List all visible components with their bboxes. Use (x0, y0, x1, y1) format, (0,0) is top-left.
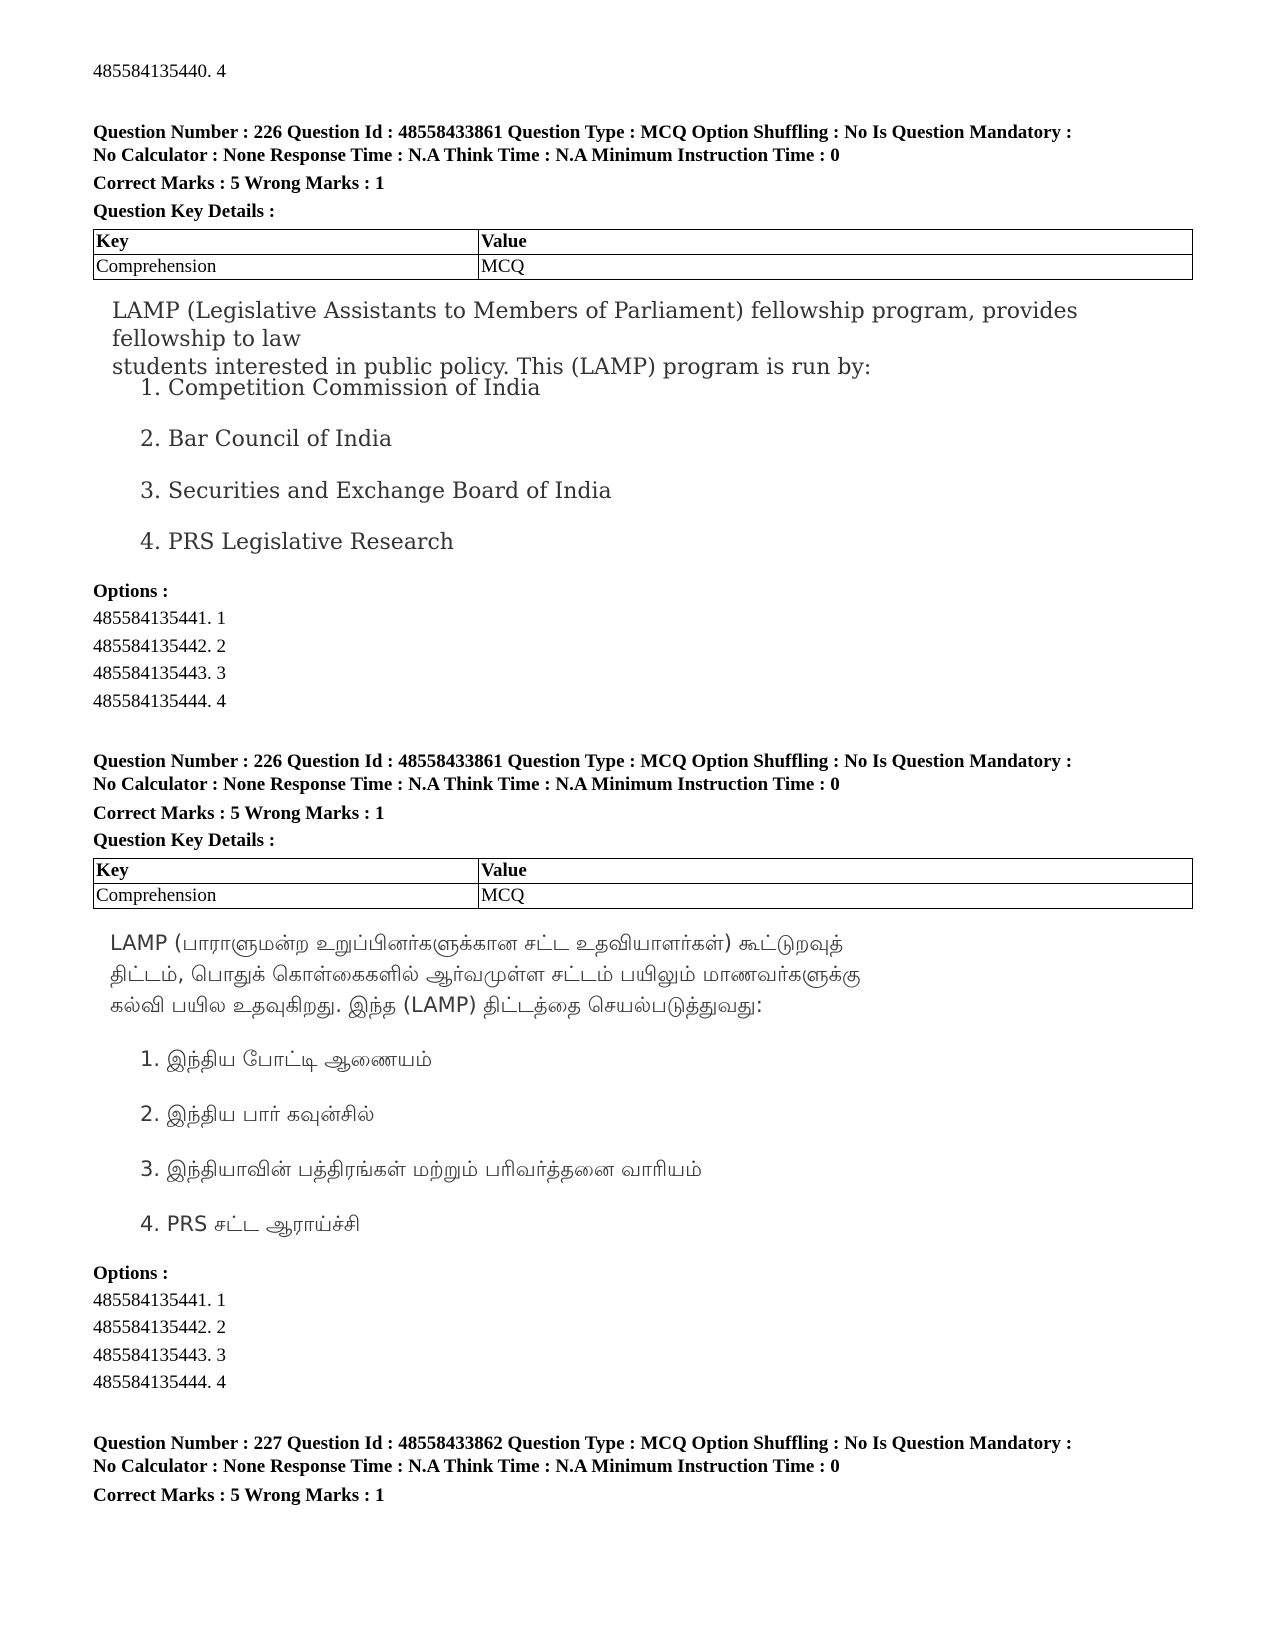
stem-line1: LAMP (பாராளுமன்ற உறுப்பினர்களுக்கான சட்ட உதவியாளர்கள்) கூட்டுறவுத் (110, 931, 844, 955)
question-stem-english (93, 298, 1193, 382)
option-item: 485584135442. 2 (93, 1317, 226, 1338)
choice-item: 3. Securities and Exchange Board of India (140, 479, 612, 504)
stem-line3: கல்வி பயில உதவுகிறது. இந்த (LAMP) திட்டத்தை செயல்படுத்துவது: (110, 993, 763, 1017)
table-cell-key: Comprehension (94, 255, 479, 280)
option-item: 485584135442. 2 (93, 636, 226, 657)
choice-item: 2. Bar Council of India (140, 427, 393, 452)
question-header-line1: Question Number : 226 Question Id : 48558433861 Question Type : MCQ Option Shuffling : No Is Question Mandatory : (93, 122, 1073, 143)
choice-item: 4. PRS சட்ட ஆராய்ச்சி (140, 1212, 361, 1236)
table-cell-value: MCQ (479, 255, 1193, 280)
choice-item: 2. இந்திய பார் கவுன்சில் (140, 1102, 375, 1126)
choice-item: 1. Competition Commission of India (140, 376, 541, 401)
marks-line: Correct Marks : 5 Wrong Marks : 1 (93, 803, 385, 824)
question-header-line2: No Calculator : None Response Time : N.A Think Time : N.A Minimum Instruction Time : 0 (93, 1456, 840, 1477)
table-cell-key: Comprehension (94, 884, 479, 909)
option-item: 485584135443. 3 (93, 663, 226, 684)
option-item: 485584135441. 1 (93, 608, 226, 629)
key-details-table (93, 226, 1193, 280)
option-item: 485584135443. 3 (93, 1345, 226, 1366)
marks-line: Correct Marks : 5 Wrong Marks : 1 (93, 173, 385, 194)
key-details-label: Question Key Details : (93, 830, 276, 851)
key-details-table (93, 855, 1193, 909)
table-header-value: Value (479, 859, 1193, 884)
stem-line2: திட்டம், பொதுக் கொள்கைகளில் ஆர்வமுள்ள சட்டம் பயிலும் மாணவர்களுக்கு (110, 962, 861, 986)
question-header (93, 1432, 1193, 1478)
table-cell-value: MCQ (479, 884, 1193, 909)
option-item: 485584135444. 4 (93, 1372, 226, 1393)
question-header (93, 121, 1193, 167)
options-label: Options : (93, 1263, 169, 1284)
options-label: Options : (93, 581, 169, 602)
marks-line: Correct Marks : 5 Wrong Marks : 1 (93, 1485, 385, 1506)
question-header-line1: Question Number : 227 Question Id : 48558433862 Question Type : MCQ Option Shuffling : No Is Question Mandatory : (93, 1433, 1073, 1454)
choice-item: 3. இந்தியாவின் பத்திரங்கள் மற்றும் பரிவர்த்தனை வாரியம் (140, 1157, 703, 1181)
question-header-line2: No Calculator : None Response Time : N.A Think Time : N.A Minimum Instruction Time : 0 (93, 145, 840, 166)
table-header-key: Key (94, 859, 479, 884)
question-header-line1: Question Number : 226 Question Id : 48558433861 Question Type : MCQ Option Shuffling : No Is Question Mandatory : (93, 751, 1073, 772)
stem-line2: students interested in public policy. This (LAMP) program is run by: (112, 355, 872, 380)
choice-item: 4. PRS Legislative Research (140, 530, 454, 555)
key-details-label: Question Key Details : (93, 201, 276, 222)
question-header-line2: No Calculator : None Response Time : N.A Think Time : N.A Minimum Instruction Time : 0 (93, 774, 840, 795)
stem-line1: LAMP (Legislative Assistants to Members of Parliament) fellowship program, provides fellowship to law (112, 299, 1078, 352)
table-header-key: Key (94, 230, 479, 255)
previous-option: 485584135440. 4 (93, 61, 226, 82)
choice-item: 1. இந்திய போட்டி ஆணையம் (140, 1047, 433, 1071)
question-stem-tamil (93, 928, 1193, 1021)
table-header-value: Value (479, 230, 1193, 255)
option-item: 485584135441. 1 (93, 1290, 226, 1311)
option-item: 485584135444. 4 (93, 691, 226, 712)
question-header (93, 750, 1193, 796)
